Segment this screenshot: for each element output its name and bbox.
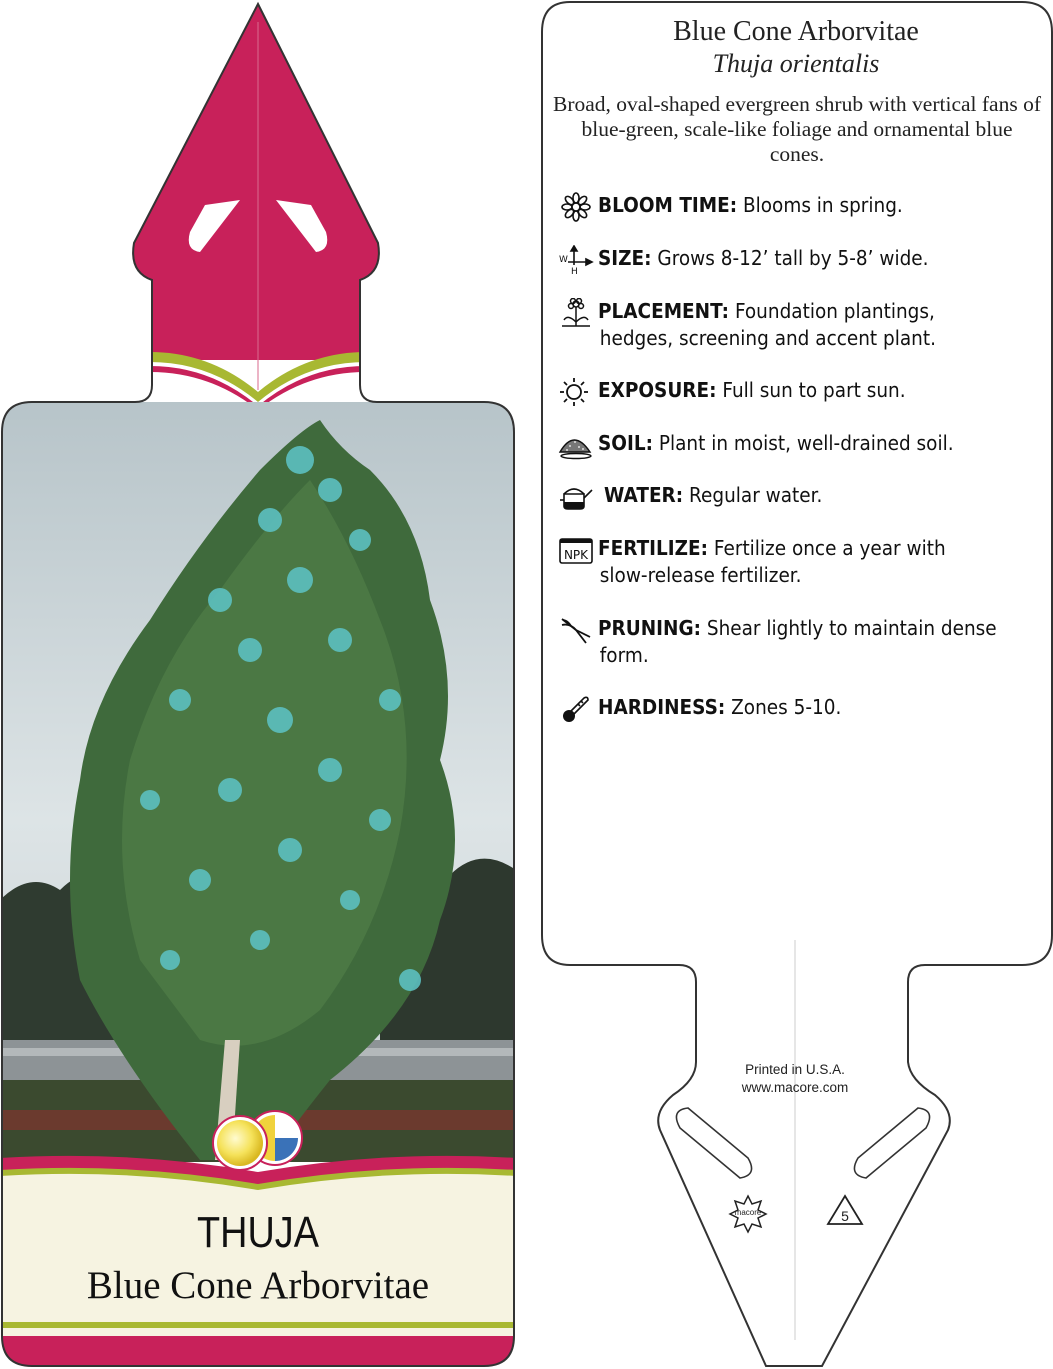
fertilizer-bag-icon (558, 535, 594, 565)
svg-text:H: H (571, 267, 578, 275)
front-common-name: Blue Cone Arborvitae (86, 1264, 430, 1307)
watering-can-icon (558, 482, 594, 512)
exposure-balls-icon (213, 1111, 302, 1170)
pruning-shears-icon (558, 615, 594, 645)
front-genus-title: THUJA (197, 1208, 319, 1257)
soil-mound-icon (558, 430, 594, 460)
back-title: Blue Cone Arborvitae (673, 16, 919, 47)
printed-in-usa: Printed in U.S.A. (745, 1062, 845, 1077)
plant-photo (0, 402, 516, 1162)
website-link[interactable]: www.macore.com (741, 1080, 849, 1095)
thermometer-icon (558, 694, 594, 724)
back-description: Broad, oval-shaped evergreen shrub with vertical fans of blue-green, scale-like foliage and ornamental blue cones. (553, 92, 1041, 166)
sun-icon (558, 377, 594, 407)
svg-text:W: W (559, 255, 568, 265)
flower-icon (558, 192, 594, 222)
placement-plants-icon (558, 298, 594, 328)
svg-text:NPK: NPK (563, 548, 589, 562)
size-arrows-icon (558, 245, 594, 275)
svg-text:5: 5 (841, 1208, 849, 1224)
svg-text:macore: macore (734, 1208, 762, 1217)
back-latin-name: Thuja orientalis (712, 49, 880, 78)
